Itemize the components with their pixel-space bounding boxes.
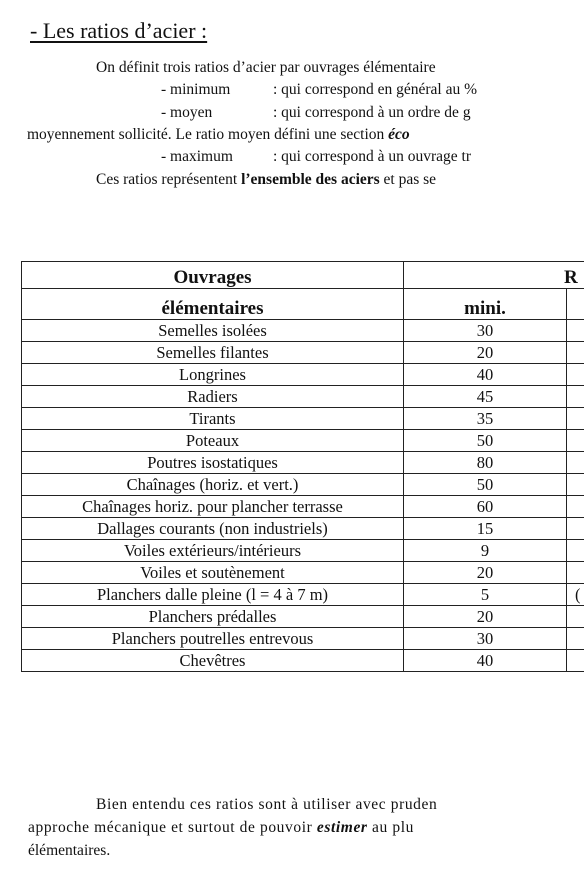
item-text: : qui correspond à un ordre de g xyxy=(273,104,471,121)
cell-mini: 45 xyxy=(404,386,567,408)
table-row xyxy=(22,606,584,628)
cell-mini: 15 xyxy=(404,518,567,540)
footer-line: élémentaires. xyxy=(28,842,111,859)
table-body xyxy=(22,320,584,672)
header-mini: mini. xyxy=(404,289,567,320)
table-row xyxy=(22,408,584,430)
intro-text: Ces ratios représentent xyxy=(96,171,242,188)
cell-mini: 80 xyxy=(404,452,567,474)
table-row xyxy=(22,628,584,650)
intro-text: et pas se xyxy=(379,171,437,188)
table-row xyxy=(22,320,584,342)
cell-next xyxy=(567,562,584,584)
cell-next xyxy=(567,650,584,672)
cell-ouvrage: Poutres isostatiques xyxy=(22,452,404,474)
cell-next xyxy=(567,408,584,430)
emphasis-text: estimer xyxy=(316,819,368,836)
cell-next xyxy=(567,386,584,408)
emphasis-text: éco xyxy=(388,126,410,143)
cell-ouvrage: Voiles et soutènement xyxy=(22,562,404,584)
table-row xyxy=(22,386,584,408)
cell-ouvrage: Semelles isolées xyxy=(22,320,404,342)
cell-mini: 5 xyxy=(404,584,567,606)
footer-paragraph xyxy=(28,793,584,862)
cell-next xyxy=(567,518,584,540)
cell-next xyxy=(567,474,584,496)
table-row xyxy=(22,650,584,672)
footer-line xyxy=(28,816,584,839)
table-row xyxy=(22,452,584,474)
cell-next xyxy=(567,606,584,628)
cell-next xyxy=(567,452,584,474)
cell-ouvrage: Longrines xyxy=(22,364,404,386)
intro-line: On définit trois ratios d’acier par ouvrages élémentaire xyxy=(96,59,436,76)
item-label: - moyen xyxy=(161,104,213,121)
cell-next xyxy=(567,342,584,364)
cell-mini: 40 xyxy=(404,650,567,672)
cell-ouvrage: Planchers dalle pleine (l = 4 à 7 m) xyxy=(22,584,404,606)
cell-mini: 20 xyxy=(404,342,567,364)
cell-next xyxy=(567,496,584,518)
intro-line-ratios xyxy=(96,170,436,190)
cell-ouvrage: Planchers prédalles xyxy=(22,606,404,628)
ratios-table xyxy=(21,261,584,672)
cell-mini: 40 xyxy=(404,364,567,386)
intro-line-moyen-detail xyxy=(27,125,410,145)
section-heading: - Les ratios d’acier : xyxy=(30,18,208,43)
table-row xyxy=(22,562,584,584)
footer-text: au plu xyxy=(367,819,414,836)
table-row xyxy=(22,430,584,452)
table-row xyxy=(22,342,584,364)
cell-mini: 50 xyxy=(404,430,567,452)
intro-item-moyen xyxy=(161,103,471,123)
cell-ouvrage: Tirants xyxy=(22,408,404,430)
cell-next xyxy=(567,320,584,342)
cell-mini: 60 xyxy=(404,496,567,518)
header-next xyxy=(567,289,584,320)
table-row xyxy=(22,540,584,562)
cell-ouvrage: Chevêtres xyxy=(22,650,404,672)
item-text: : qui correspond en général au % xyxy=(273,81,478,98)
cell-mini: 9 xyxy=(404,540,567,562)
bold-text: l’ensemble des aciers xyxy=(241,171,380,188)
cell-mini: 35 xyxy=(404,408,567,430)
cell-mini: 20 xyxy=(404,562,567,584)
table-row xyxy=(22,584,584,606)
table-row xyxy=(22,496,584,518)
header-ouvrages: Ouvrages xyxy=(22,262,404,289)
cell-mini: 30 xyxy=(404,320,567,342)
cell-ouvrage: Planchers poutrelles entrevous xyxy=(22,628,404,650)
table-row xyxy=(22,474,584,496)
cell-mini: 30 xyxy=(404,628,567,650)
cell-next xyxy=(567,628,584,650)
cell-mini: 20 xyxy=(404,606,567,628)
footer-line: Bien entendu ces ratios sont à utiliser avec pruden xyxy=(96,796,438,813)
footer-text: approche mécanique et surtout de pouvoir xyxy=(28,819,317,836)
table-row xyxy=(22,518,584,540)
header-elementaires: élémentaires xyxy=(22,289,404,320)
cell-ouvrage: Poteaux xyxy=(22,430,404,452)
item-text: : qui correspond à un ouvrage tr xyxy=(273,148,471,165)
intro-item-minimum xyxy=(161,80,477,100)
item-label: - minimum xyxy=(161,81,231,98)
cell-next xyxy=(567,364,584,386)
cell-ouvrage: Radiers xyxy=(22,386,404,408)
cell-ouvrage: Voiles extérieurs/intérieurs xyxy=(22,540,404,562)
cell-ouvrage: Chaînages horiz. pour plancher terrasse xyxy=(22,496,404,518)
intro-text: moyennement sollicité. Le ratio moyen défini une section xyxy=(27,126,389,143)
cell-ouvrage: Dallages courants (non industriels) xyxy=(22,518,404,540)
cell-mini: 50 xyxy=(404,474,567,496)
item-label: - maximum xyxy=(161,148,233,165)
cell-next xyxy=(567,540,584,562)
cell-ouvrage: Semelles filantes xyxy=(22,342,404,364)
header-ratios-group: R xyxy=(404,262,584,289)
cell-ouvrage: Chaînages (horiz. et vert.) xyxy=(22,474,404,496)
cell-next: ( xyxy=(567,584,584,606)
cell-next xyxy=(567,430,584,452)
intro-item-maximum xyxy=(161,147,471,167)
table-row xyxy=(22,364,584,386)
